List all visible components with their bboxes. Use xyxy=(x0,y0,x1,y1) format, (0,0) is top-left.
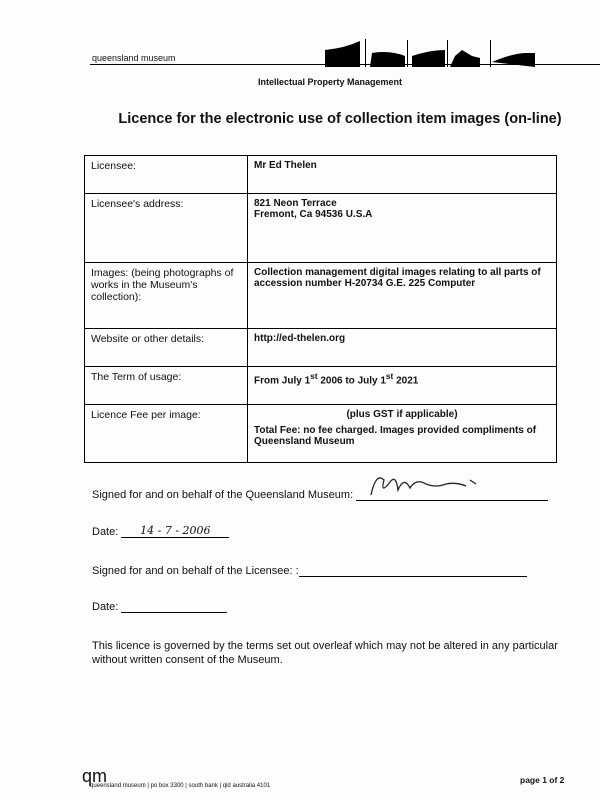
term-start: From July 1 xyxy=(254,375,311,387)
document-title: Licence for the electronic use of collection item images (on-line) xyxy=(118,111,562,127)
handwritten-signature xyxy=(366,470,486,500)
governing-terms: This licence is governed by the terms set out overleaf which may not be altered in any particular without written consent of the Museum. xyxy=(92,640,558,666)
fee-value xyxy=(248,405,557,463)
table-row xyxy=(85,329,557,367)
licence-details-table xyxy=(84,155,557,463)
department-heading: Intellectual Property Management xyxy=(257,77,403,87)
date-row xyxy=(92,524,229,538)
term-mid: 2006 to July 1 xyxy=(317,375,386,387)
museum-signature-line xyxy=(356,486,548,501)
superscript: st xyxy=(385,371,394,381)
term-end: 2021 xyxy=(393,375,419,387)
page-number: page 1 of 2 xyxy=(520,775,565,785)
brand-name: queensland museum xyxy=(92,53,176,63)
licensee-signature-line xyxy=(299,564,527,577)
term-value xyxy=(248,367,557,405)
qm-logo: qm xyxy=(82,766,108,786)
licensee-signature-row xyxy=(92,564,527,577)
museum-signature-row xyxy=(92,486,548,501)
total-fee: Total Fee: no fee charged. Images provided compliments of Queensland Museum xyxy=(254,425,537,447)
address-line-1: 821 Neon Terrace xyxy=(254,198,337,209)
date-label: Date: xyxy=(92,526,119,538)
footer-address: queensland museum | po box 3300 | south bank | qld australia 4101 xyxy=(90,783,271,789)
date2-line xyxy=(121,600,227,613)
table-row xyxy=(85,194,557,263)
address-line-2: Fremont, Ca 94536 U.S.A xyxy=(254,209,373,220)
row-label: The Term of usage: xyxy=(85,367,248,405)
table-row xyxy=(85,156,557,194)
row-label: Licence Fee per image: xyxy=(85,405,248,463)
row-label: Licensee's address: xyxy=(85,194,248,263)
address-value xyxy=(248,194,557,263)
superscript: st xyxy=(310,371,318,381)
table-row xyxy=(85,367,557,405)
row-label: Licensee: xyxy=(85,156,248,194)
date2-row xyxy=(92,600,227,613)
table-row xyxy=(85,263,557,329)
museum-signature-label: Signed for and on behalf of the Queensland Museum: xyxy=(92,489,354,501)
licensee-value: Mr Ed Thelen xyxy=(248,156,557,194)
licensee-signature-label: Signed for and on behalf of the Licensee: : xyxy=(92,565,299,577)
images-value: Collection management digital images relating to all parts of accession number H-20734 G.E. 225 Computer xyxy=(248,263,557,329)
skyline-logo xyxy=(320,38,600,68)
row-label: Website or other details: xyxy=(85,329,248,367)
date2-label: Date: xyxy=(92,601,119,613)
handwritten-date: 14 - 7 - 2006 xyxy=(121,524,229,538)
row-label: Images: (being photographs of works in the Museum's collection): xyxy=(85,263,248,329)
table-row xyxy=(85,405,557,463)
gst-note: (plus GST if applicable) xyxy=(346,409,458,420)
website-value: http://ed-thelen.org xyxy=(248,329,557,367)
